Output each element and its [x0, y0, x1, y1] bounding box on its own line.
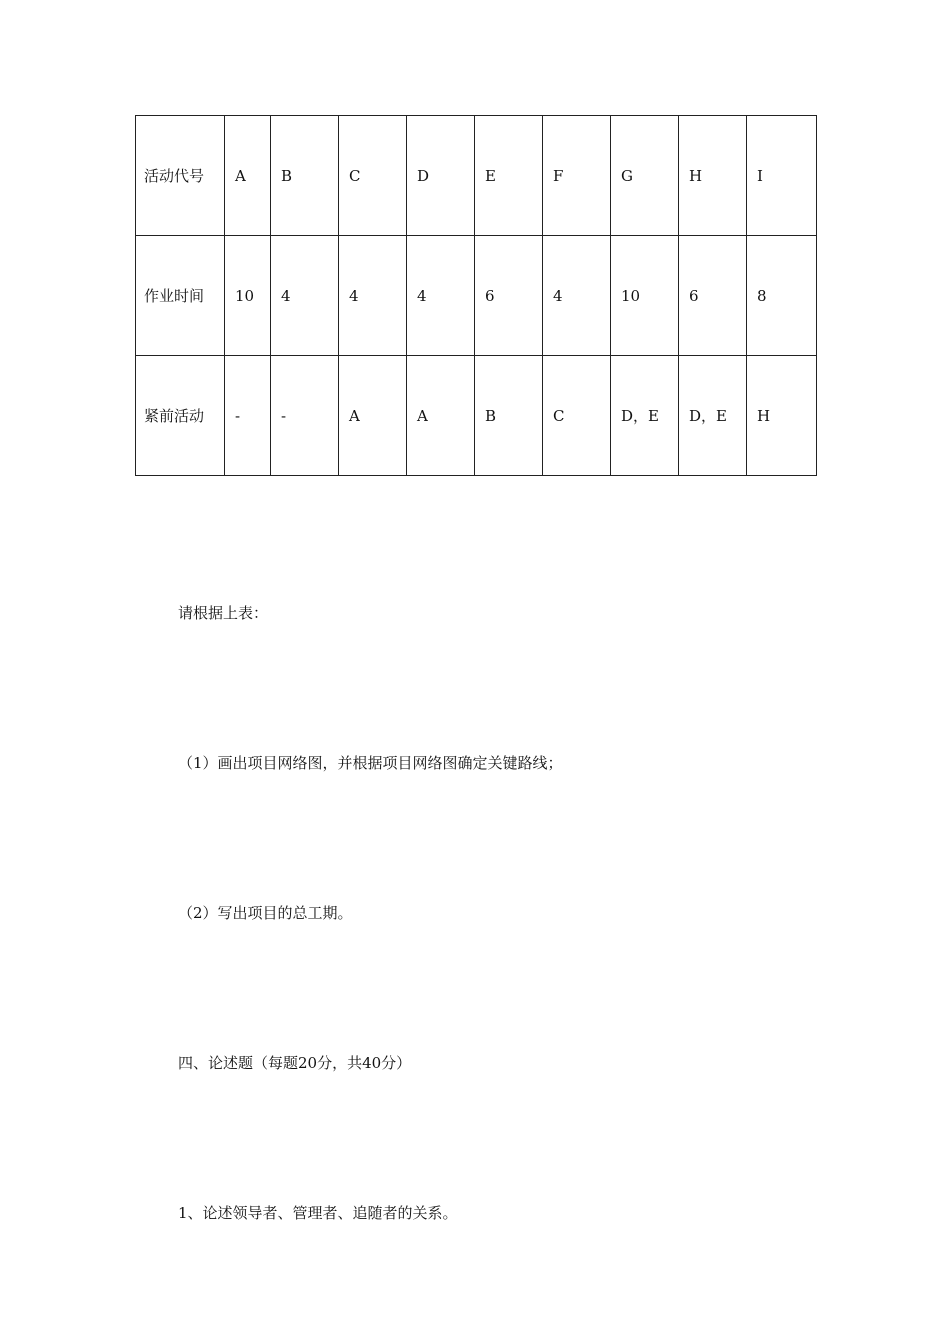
- table-cell: G: [611, 116, 679, 236]
- table-cell: B: [271, 116, 339, 236]
- table-cell: 8: [747, 236, 817, 356]
- table-cell: 4: [271, 236, 339, 356]
- question-1: （1）画出项目网络图，并根据项目网络图确定关键路线；: [178, 754, 563, 772]
- table-cell: I: [747, 116, 817, 236]
- table-cell: A: [225, 116, 271, 236]
- table-cell: D: [407, 116, 475, 236]
- table-cell: 4: [339, 236, 407, 356]
- table-cell: 6: [475, 236, 543, 356]
- table-cell: -: [225, 356, 271, 476]
- table-cell: D，E: [679, 356, 747, 476]
- table-cell: C: [543, 356, 611, 476]
- row-header: 作业时间: [136, 236, 225, 356]
- table-row-activity-code: [136, 116, 817, 236]
- table-row-predecessor: [136, 356, 817, 476]
- activity-table: [135, 115, 817, 476]
- table-row-duration: [136, 236, 817, 356]
- table-cell: C: [339, 116, 407, 236]
- row-header: 紧前活动: [136, 356, 225, 476]
- table-cell: 6: [679, 236, 747, 356]
- table-cell: F: [543, 116, 611, 236]
- question-2: （2）写出项目的总工期。: [178, 904, 353, 922]
- row-header: 活动代号: [136, 116, 225, 236]
- essay-question-1: 1、论述领导者、管理者、追随者的关系。: [178, 1204, 458, 1222]
- table-cell: H: [679, 116, 747, 236]
- table-cell: A: [407, 356, 475, 476]
- table-cell: 4: [407, 236, 475, 356]
- table-cell: 10: [611, 236, 679, 356]
- table-cell: D，E: [611, 356, 679, 476]
- table-cell: -: [271, 356, 339, 476]
- table-cell: A: [339, 356, 407, 476]
- table-cell: B: [475, 356, 543, 476]
- intro-text: 请根据上表：: [178, 604, 269, 622]
- table-cell: H: [747, 356, 817, 476]
- table-cell: 10: [225, 236, 271, 356]
- section-heading: 四、论述题（每题20分，共40分）: [178, 1054, 412, 1072]
- table-cell: 4: [543, 236, 611, 356]
- table-cell: E: [475, 116, 543, 236]
